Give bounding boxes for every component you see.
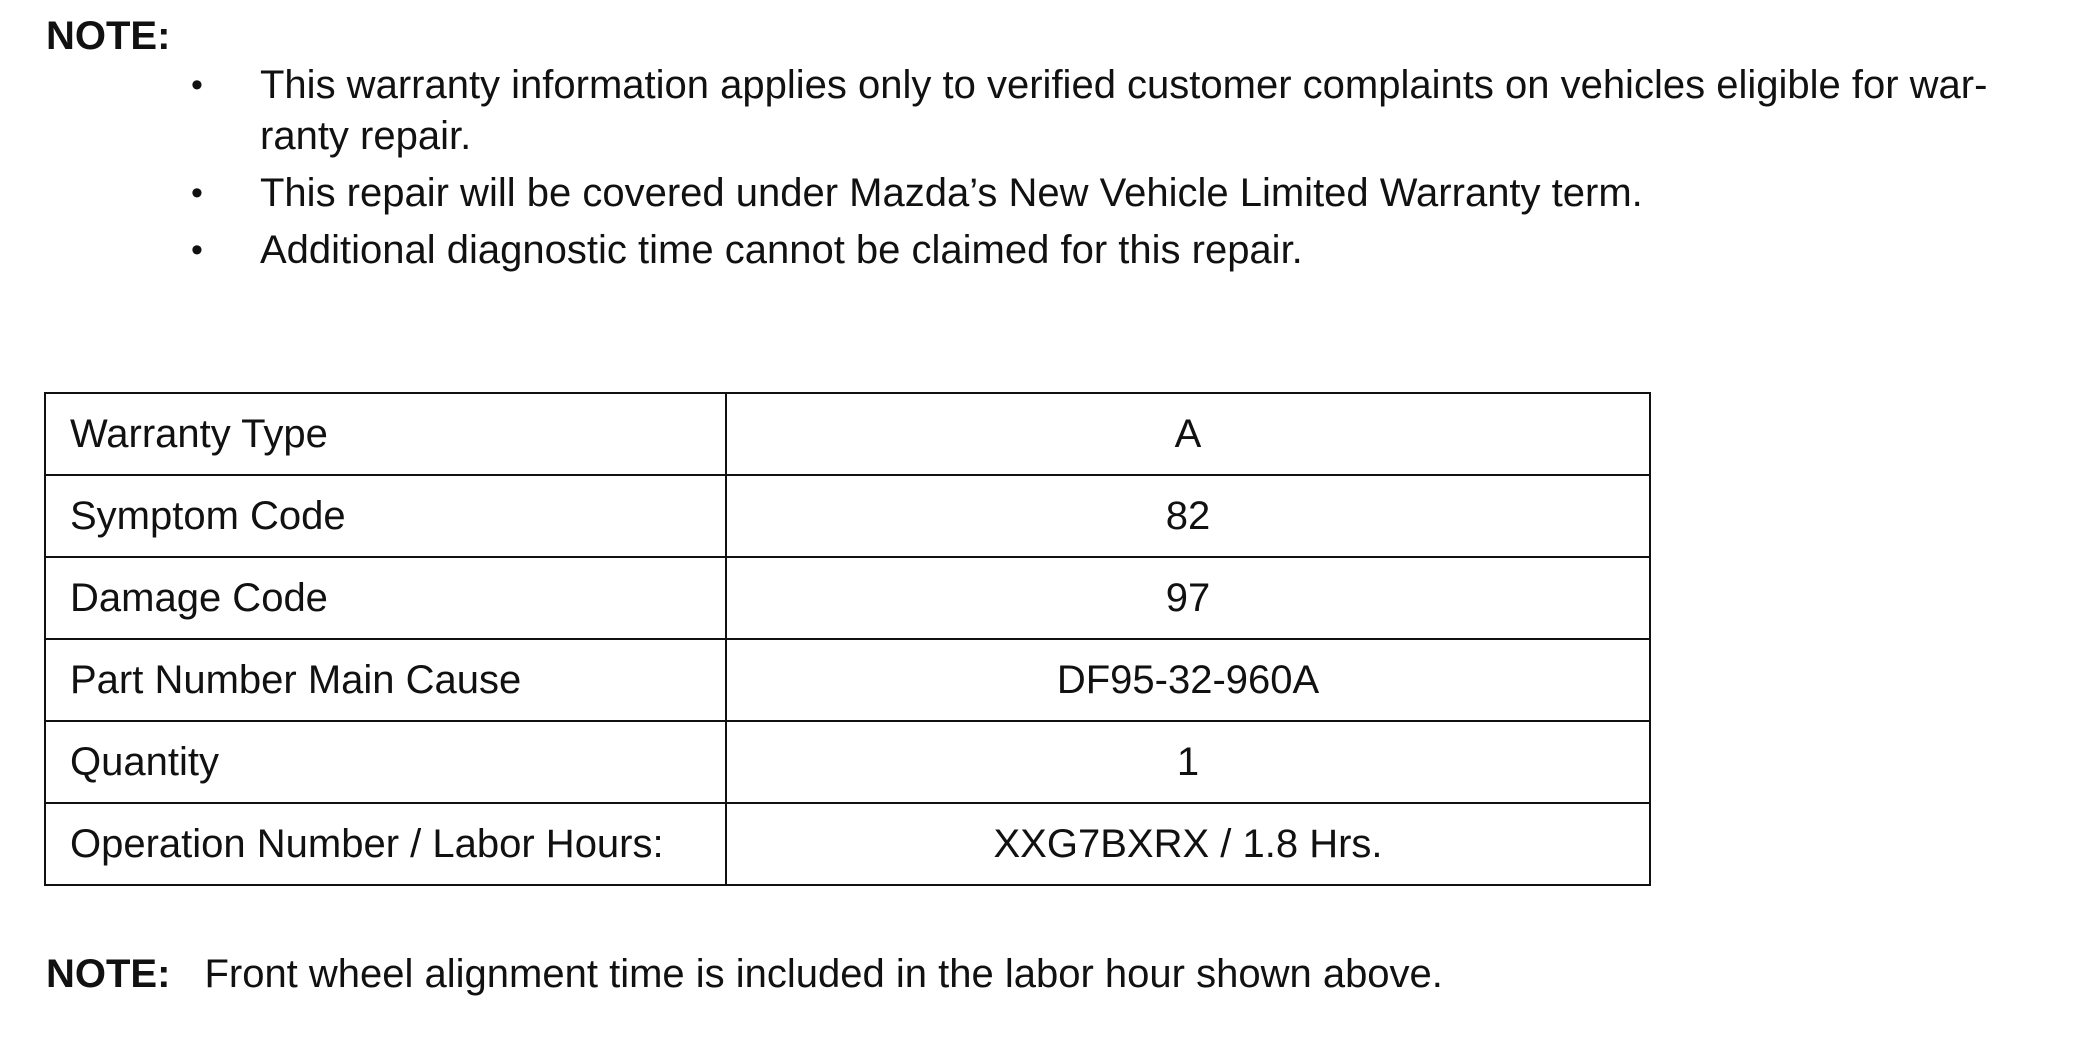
table-row <box>45 557 1650 639</box>
bullet-text: Additional diagnostic time cannot be claimed for this repair. <box>260 228 1303 272</box>
note-bullet-item <box>0 225 2089 276</box>
bullet-icon: • <box>191 66 203 104</box>
bullet-text: This repair will be covered under Mazda’s New Vehicle Limited Warranty term. <box>260 171 1643 215</box>
quantity-label: Quantity <box>45 721 726 803</box>
damage-code-label: Damage Code <box>45 557 726 639</box>
bullet-icon: • <box>191 174 203 212</box>
bullet-icon: • <box>191 231 203 269</box>
table-row <box>45 803 1650 885</box>
footer-note <box>46 950 1443 998</box>
operation-number-value: XXG7BXRX / 1.8 Hrs. <box>726 803 1650 885</box>
bullet-text: This warranty information applies only to verified customer complaints on vehicles eligible for war- ranty repair. <box>260 63 1988 158</box>
table-row <box>45 393 1650 475</box>
part-number-label: Part Number Main Cause <box>45 639 726 721</box>
table-row <box>45 721 1650 803</box>
operation-number-label: Operation Number / Labor Hours: <box>45 803 726 885</box>
symptom-code-label: Symptom Code <box>45 475 726 557</box>
part-number-value: DF95-32-960A <box>726 639 1650 721</box>
note-heading: NOTE: <box>46 14 171 58</box>
symptom-code-value: 82 <box>726 475 1650 557</box>
note-bullet-item <box>0 168 2089 219</box>
note-bullet-item <box>0 60 2089 162</box>
warranty-type-value: A <box>726 393 1650 475</box>
footer-note-label: NOTE: <box>46 952 171 996</box>
table-row <box>45 475 1650 557</box>
note-bullet-list <box>0 60 2089 282</box>
damage-code-value: 97 <box>726 557 1650 639</box>
table-row <box>45 639 1650 721</box>
warranty-table <box>44 392 1651 886</box>
footer-note-text: Front wheel alignment time is included in the labor hour shown above. <box>204 952 1443 996</box>
quantity-value: 1 <box>726 721 1650 803</box>
warranty-type-label: Warranty Type <box>45 393 726 475</box>
